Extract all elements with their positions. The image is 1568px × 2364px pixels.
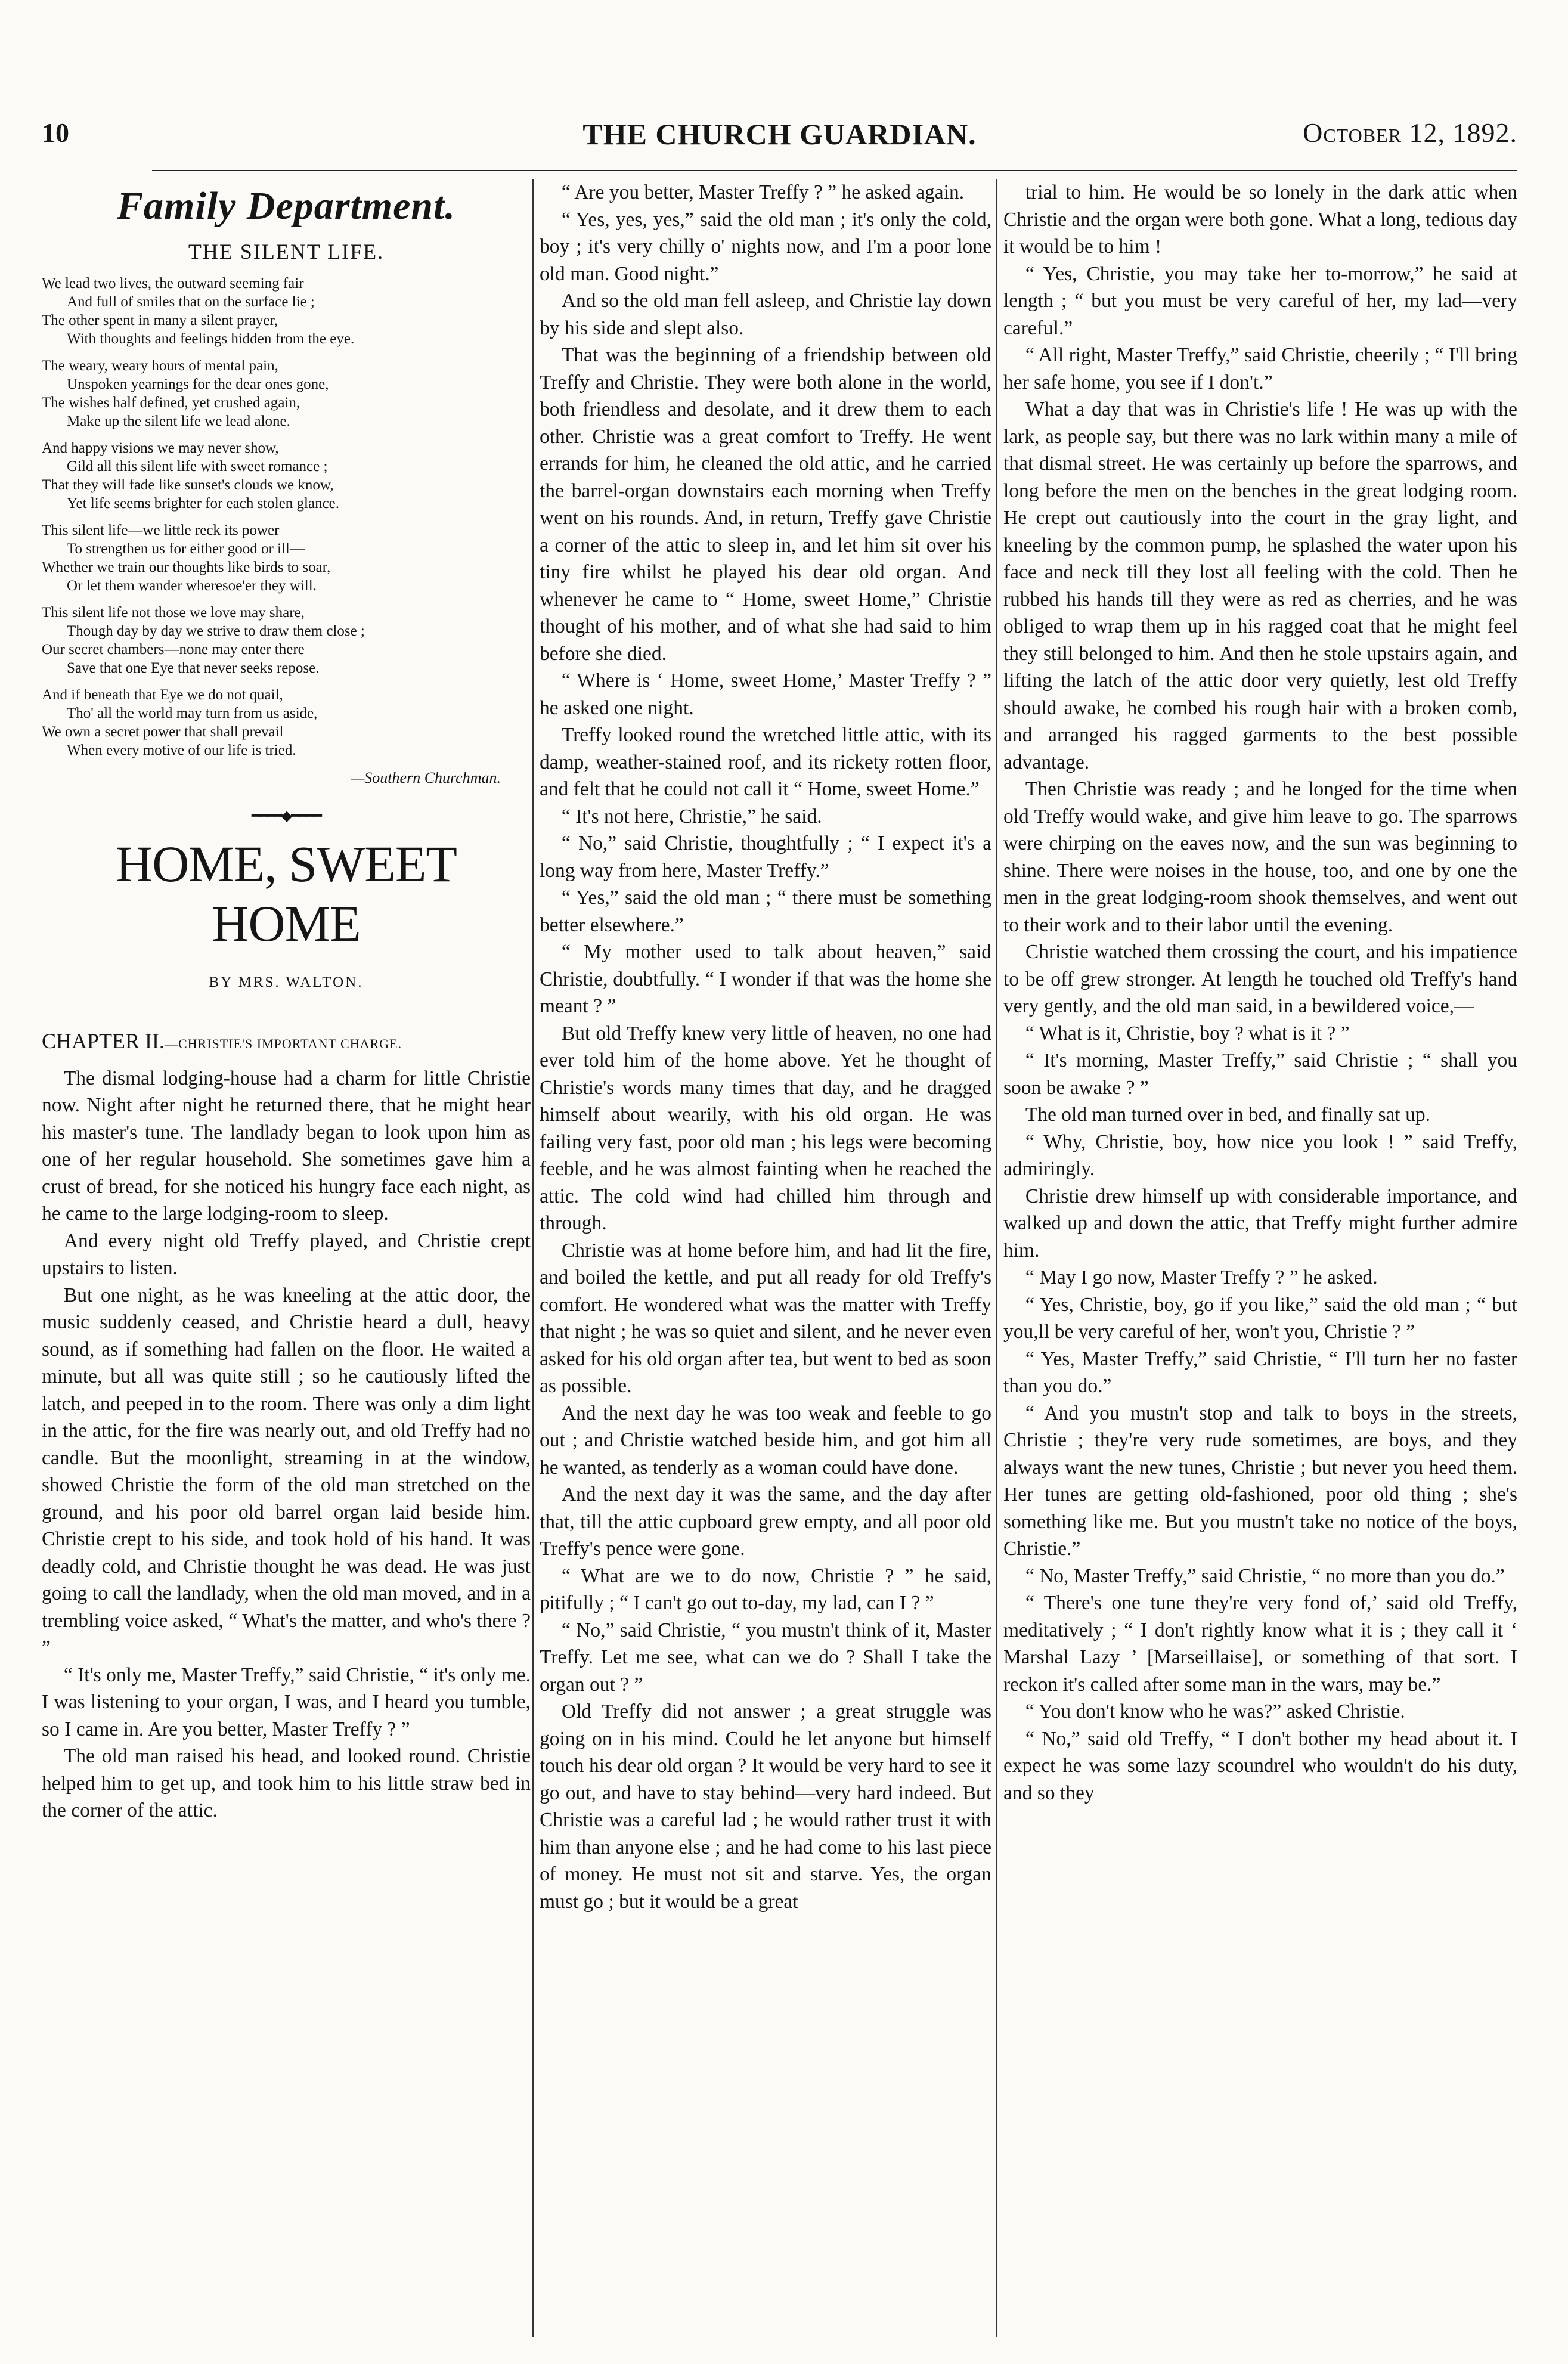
- paragraph: Christie watched them crossing the court, and his impatience to be off grew stronger. At length he touched old Treffy's hand very gently, and the old man said, in a bewildered voice,—: [1003, 941, 1517, 1017]
- page-header: [42, 117, 1517, 171]
- poem-body: [42, 274, 531, 760]
- poem-line: This silent life—we little reck its power: [42, 522, 280, 538]
- paragraph: “ It's morning, Master Treffy,” said Christie ; “ shall you soon be awake ? ”: [1003, 1049, 1517, 1099]
- poem-line: Save that one Eye that never seeks repose.: [67, 659, 320, 676]
- column-divider: [532, 179, 534, 2337]
- paragraph: Christie was at home before him, and had lit the fire, and boiled the kettle, and put all ready for old Treffy's comfort. He wondered what was the matter with Treffy that night ; he was so quiet and silent, and he never even asked for his old organ after tea, but went to bed as soon as possible.: [540, 1239, 991, 1397]
- paragraph: “ My mother used to talk about heaven,” said Christie, doubtfully. “ I wonder if that was the home she meant ? ”: [540, 941, 991, 1017]
- paragraph: “ Where is ‘ Home, sweet Home,’ Master Treffy ? ” he asked one night.: [540, 670, 991, 719]
- poem-line: Yet life seems brighter for each stolen glance.: [67, 495, 340, 512]
- poem-line: Gild all this silent life with sweet romance ;: [67, 458, 328, 475]
- paragraph: “ You don't know who he was?” asked Christie.: [1025, 1700, 1405, 1722]
- paragraph: And every night old Treffy played, and Christie crept upstairs to listen.: [42, 1229, 531, 1279]
- paragraph: “ Yes,” said the old man ; “ there must be something better elsewhere.”: [540, 887, 991, 936]
- poem-line: When every motive of our life is tried.: [67, 742, 296, 758]
- paragraph: “ Yes, Master Treffy,” said Christie, “ I'll turn her no faster than you do.”: [1003, 1347, 1517, 1397]
- poem-title: THE SILENT LIFE.: [188, 240, 385, 264]
- paragraph: “ There's one tune they're very fond of,’ said old Treffy, meditatively ; “ I don't rightly know what it is ; they call it ‘ Marshal Lazy ’ [Marseillaise], or something of that sort. I reckon it's called after some man in the wars, may be.”: [1003, 1592, 1517, 1696]
- poem-line: Our secret chambers—none may enter there: [42, 641, 305, 658]
- paragraph: “ Yes, Christie, boy, go if you like,” said the old man ; “ but you,ll be very careful of her, won't you, Christie ? ”: [1003, 1293, 1517, 1343]
- poem-line: With thoughts and feelings hidden from the eye.: [67, 330, 355, 347]
- poem-line: We lead two lives, the outward seeming fair: [42, 275, 304, 292]
- paragraph: “ All right, Master Treffy,” said Christie, cheerily ; “ I'll bring her safe home, you see if I don't.”: [1003, 344, 1517, 394]
- poem-stanza: [42, 357, 531, 430]
- paragraph: “ It's not here, Christie,” he said.: [561, 805, 822, 828]
- column-2: [540, 179, 991, 2355]
- story-title: HOME, SWEET HOME: [116, 835, 457, 952]
- poem-line: Unspoken yearnings for the dear ones gone,: [67, 376, 329, 392]
- poem-line: That they will fade like sunset's clouds we know,: [42, 476, 334, 493]
- paragraph: The old man raised his head, and looked round. Christie helped him to get up, and took him to his little straw bed in the corner of the attic.: [42, 1745, 531, 1821]
- column-1: [42, 179, 531, 2355]
- poem-line: Though day by day we strive to draw them close ;: [67, 622, 365, 639]
- paragraph: “ No,” said Christie, thoughtfully ; “ I expect it's a long way from here, Master Treffy.”: [540, 832, 991, 882]
- paragraph: Then Christie was ready ; and he longed for the time when old Treffy would wake, and give him leave to go. The sparrows were chirping on the eaves now, and the sun was beginning to shine. There were noises in the house, too, and one by one the men in the great lodging-room shook themselves, and went out to their work and to their labor until the evening.: [1003, 778, 1517, 936]
- poem-line: The weary, weary hours of mental pain,: [42, 357, 278, 374]
- paragraph: “ Yes, yes, yes,” said the old man ; it's only the cold, boy ; it's very chilly o' nights now, and I'm a poor lone old man. Good night.”: [540, 208, 991, 285]
- paragraph: And the next day he was too weak and feeble to go out ; and Christie watched beside him, and got him all he wanted, as tenderly as a woman could have done.: [540, 1402, 991, 1479]
- paragraph: The dismal lodging-house had a charm for little Christie now. Night after night he returned there, that he might hear his master's tune. The landlady began to look upon him as one of her regular household. She sometimes gave him a crust of bread, for she noticed his hungry face each night, as he came to the large lodging-room to sleep.: [42, 1067, 531, 1225]
- poem-stanza: [42, 274, 531, 348]
- poem-line: This silent life not those we love may share,: [42, 604, 305, 621]
- poem-line: The other spent in many a silent prayer,: [42, 312, 278, 329]
- department-heading: Family Department.: [117, 184, 455, 228]
- paragraph: And the next day it was the same, and the day after that, till the attic cupboard grew empty, and all poor old Treffy's pence were gone.: [540, 1483, 991, 1560]
- paragraph: “ Are you better, Master Treffy ? ” he asked again.: [561, 181, 965, 203]
- paragraph: “ May I go now, Master Treffy ? ” he asked.: [1025, 1266, 1378, 1288]
- paragraph: “ Why, Christie, boy, how nice you look ! ” said Treffy, admiringly.: [1003, 1130, 1517, 1180]
- poem-stanza: [42, 521, 531, 595]
- poem-line: Or let them wander wheresoe'er they will.: [67, 577, 317, 594]
- poem-line: The wishes half defined, yet crushed again,: [42, 394, 300, 411]
- column-3: [1003, 179, 1517, 2355]
- paragraph: “ Yes, Christie, you may take her to-morrow,” he said at length ; “ but you must be very careful of her, my lad—very careful.”: [1003, 262, 1517, 339]
- issue-date: October 12, 1892.: [1303, 117, 1517, 148]
- paragraph: Treffy looked round the wretched little attic, with its damp, weather-stained roof, and its rickety rotten floor, and felt that he could not call it “ Home, sweet Home.”: [540, 724, 991, 800]
- paragraph: “ It's only me, Master Treffy,” said Christie, “ it's only me. I was listening to your organ, I was, and I heard you tumble, so I came in. Are you better, Master Treffy ? ”: [42, 1663, 531, 1740]
- chapter-number: CHAPTER II.: [42, 1029, 165, 1053]
- poem-stanza: [42, 686, 531, 760]
- paragraph: But one night, as he was kneeling at the attic door, the music suddenly ceased, and Christie heard a dull, heavy sound, as if something had fallen on the floor. He waited a minute, but all was quite still ; so he cautiously lifted the latch, and peeped in to the room. There was only a dim light in the attic, for the fire was nearly out, and old Treffy had no candle. But the moonlight, streaming in at the window, showed Christie the form of the old man stretched on the ground, and his poor old barrel organ laid beside him. Christie crept to his side, and took hold of his hand. It was deadly cold, and Christie thought he was dead. He was just going to call the landlady, when the old man moved, and in a trembling voice asked, “ What's the matter, and who's there ? ”: [42, 1284, 531, 1659]
- chapter-heading: [42, 1028, 531, 1058]
- paragraph: trial to him. He would be so lonely in the dark attic when Christie and the organ were both gone. What a long, tedious day it would be to him !: [1003, 181, 1517, 258]
- poem-attribution: —Southern Churchman.: [351, 769, 501, 786]
- poem-stanza: [42, 603, 531, 677]
- paragraph: But old Treffy knew very little of heaven, no one had ever told him of the home above. Yet he thought of Christie's words many times that day, and he dragged himself about wearily, with his old organ. He was failing very fast, poor old man ; his legs were becoming feeble, and he was almost fainting when he reached the attic. The cold wind had chilled him through and through.: [540, 1022, 991, 1234]
- poem-line: Make up the silent life we lead alone.: [67, 413, 290, 429]
- paragraph: And so the old man fell asleep, and Christie lay down by his side and slept also.: [540, 290, 991, 339]
- paragraph: Old Treffy did not answer ; a great struggle was going on in his mind. Could he let anyone but himself touch his dear old organ ? It would be very hard to see it go out, and have to stay behind—very hard indeed. But Christie was a careful lad ; he would rather trust it with him than anyone else ; and he had come to his last piece of money. He must not sit and starve. Yes, the organ must go ; but it would be a great: [540, 1700, 991, 1913]
- poem-line: And happy visions we may never show,: [42, 439, 279, 456]
- chapter-subtitle: —CHRISTIE'S IMPORTANT CHARGE.: [165, 1036, 402, 1051]
- paragraph: Christie drew himself up with considerable importance, and walked up and down the attic, that Treffy might further admire him.: [1003, 1185, 1517, 1262]
- paragraph: The old man turned over in bed, and finally sat up.: [1025, 1104, 1430, 1126]
- paragraph: “ No, Master Treffy,” said Christie, “ no more than you do.”: [1025, 1564, 1505, 1587]
- paragraph: That was the beginning of a friendship between old Treffy and Christie. They were both alone in the world, both friendless and desolate, and it drew them to each other. Christie was a great comfort to Treffy. He went errands for him, he cleaned the old attic, and he carried the barrel-organ downstairs each morning when Treffy went on his rounds. And, in return, Treffy gave Christie a corner of the attic to sleep in, and let him sit over his tiny fire whilst he played his dear old organ. And whenever he came to “ Home, sweet Home,” Christie thought of his mother, and of what she had said to him before she died.: [540, 344, 991, 665]
- poem-line: To strengthen us for either good or ill—: [67, 540, 305, 557]
- poem-stanza: [42, 439, 531, 513]
- column-1-text: [42, 1065, 531, 1824]
- poem-line: We own a secret power that shall prevail: [42, 723, 284, 740]
- ornament-divider: ━━━━◆━━━━: [251, 808, 321, 824]
- paragraph: “ What are we to do now, Christie ? ” he said, pitifully ; “ I can't go out to-day, my lad, can I ? ”: [540, 1564, 991, 1614]
- paragraph: What a day that was in Christie's life ! He was up with the lark, as people say, but there was no lark within many a mile of that dismal street. He was certainly up before the sparrows, and long before the men on the benches in the great lodging room. He crept out cautiously into the court in the gray light, and kneeling by the common pump, he splashed the water upon his face and neck till they lost all feeling with the cold. Then he rubbed his hands till they were as red as cherries, and he was obliged to wrap them up in his ragged coat that he might feel they still belonged to him. And then he stole upstairs again, and lifting the latch of the attic door very quietly, lest old Treffy should awake, he combed his rough hair with a broken comb, and arranged his ragged garments to the best possible advantage.: [1003, 398, 1517, 773]
- poem-line: And full of smiles that on the surface lie ;: [67, 293, 315, 310]
- story-byline: BY MRS. WALTON.: [209, 974, 364, 990]
- paragraph: “ And you mustn't stop and talk to boys in the streets, Christie ; they're very rude sometimes, are boys, and they always want the new tunes, Christie ; but never you heed them. Her tunes are getting old-fashioned, poor old thing ; she's something like me. But you mustn't take no notice of the boys, Christie.”: [1003, 1402, 1517, 1560]
- publication-title: THE CHURCH GUARDIAN.: [582, 117, 977, 151]
- page-number: 10: [42, 117, 69, 148]
- poem-line: Whether we train our thoughts like birds to soar,: [42, 559, 331, 575]
- paragraph: “ No,” said old Treffy, “ I don't bother my head about it. I expect he was some lazy scoundrel who wouldn't do his duty, and so they: [1003, 1727, 1517, 1804]
- poem-line: And if beneath that Eye we do not quail,: [42, 686, 283, 703]
- paragraph: “ No,” said Christie, “ you mustn't think of it, Master Treffy. Let me see, what can we do ? Shall I take the organ out ? ”: [540, 1619, 991, 1696]
- column-divider: [996, 179, 997, 2337]
- poem-line: Tho' all the world may turn from us aside,: [67, 705, 318, 721]
- paragraph: “ What is it, Christie, boy ? what is it ? ”: [1025, 1022, 1350, 1045]
- header-rule: [152, 170, 1517, 172]
